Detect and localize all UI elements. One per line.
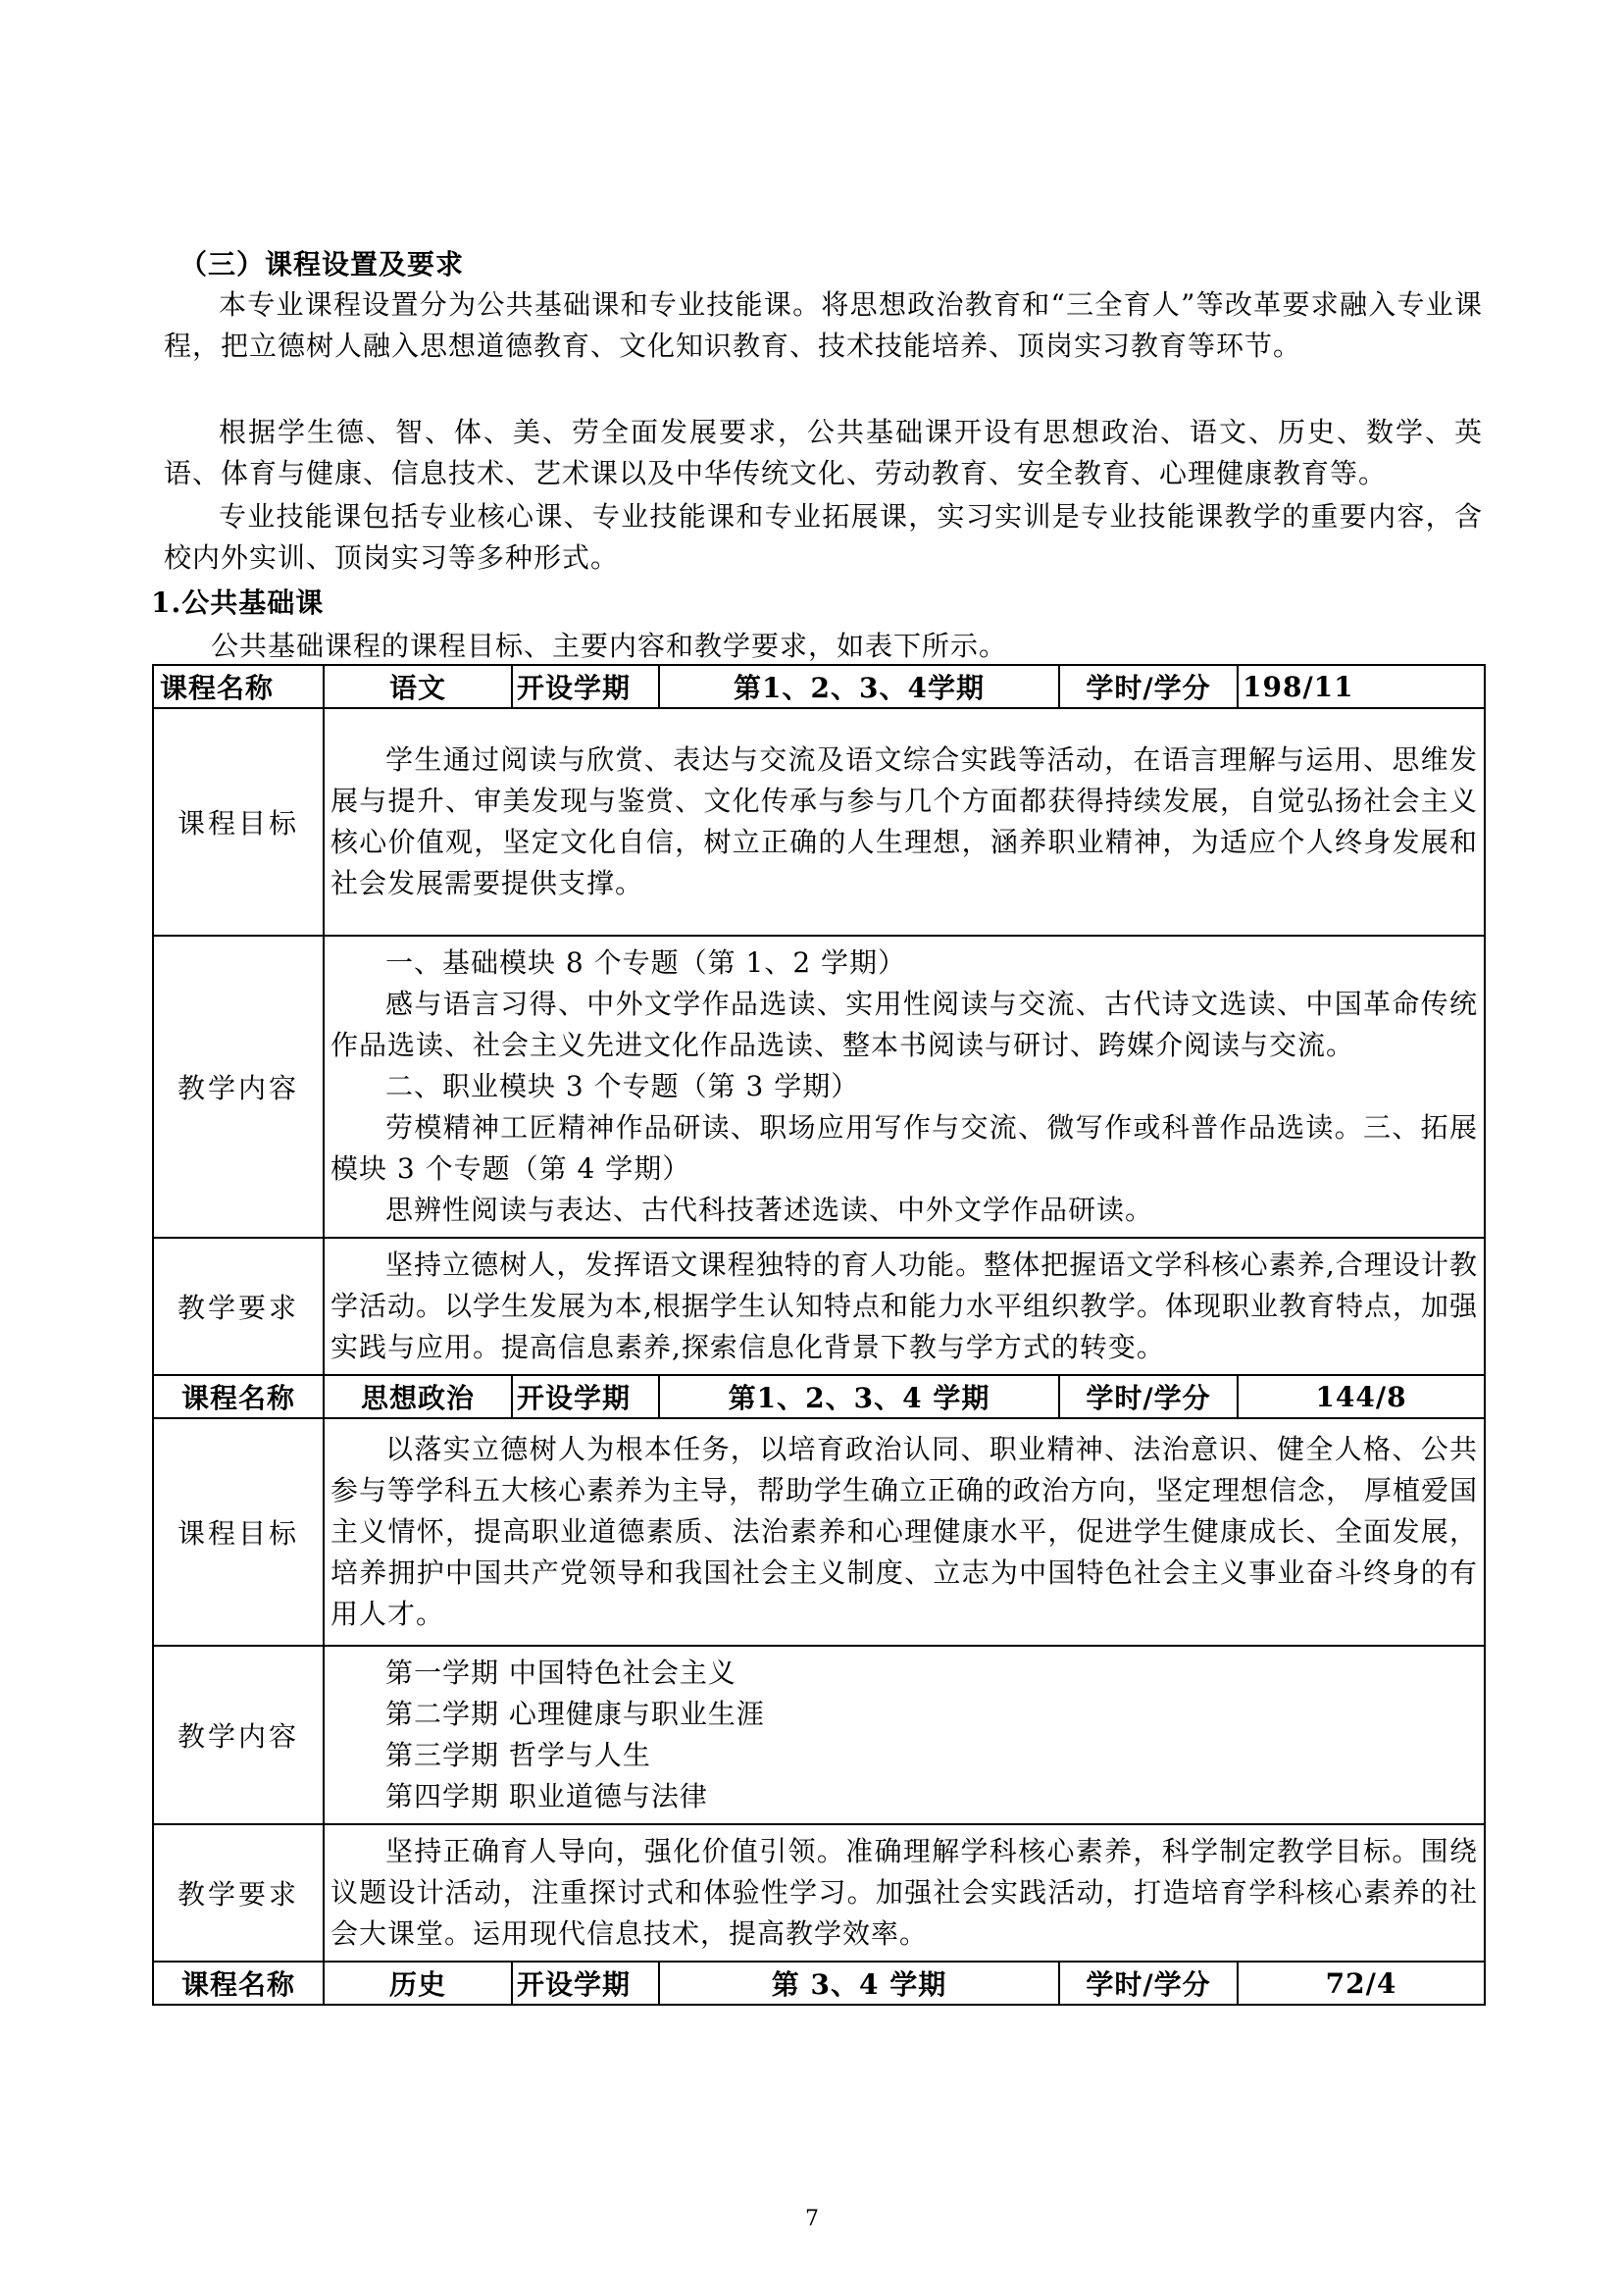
course-name: 语文 (324, 665, 512, 708)
semester-value: 第1、2、3、4 学期 (659, 1375, 1059, 1418)
goal-row (153, 1418, 1485, 1646)
content-line: 劳模精神工匠精神作品研读、职场应用写作与交流、微写作或科普作品选读。三、拓展模块 3 个专题（第 4 学期） (330, 1111, 1478, 1185)
hours-value: 198/11 (1238, 665, 1485, 708)
course-table (152, 664, 1486, 2006)
semester-label: 开设学期 (512, 665, 659, 708)
hours-label: 学时/学分 (1059, 1962, 1238, 2005)
semester-label: 开设学期 (512, 1962, 659, 2005)
content-line: 第三学期 哲学与人生 (385, 1739, 651, 1771)
course-name: 思想政治 (324, 1375, 512, 1418)
requirement-content (324, 1824, 1485, 1962)
goal-text: 以落实立德树人为根本任务，以培育政治认同、职业精神、法治意识、健全人格、公共参与等学科五大核心素养为主导，帮助学生确立正确的政治方向，坚定理想信念， 厚植爱国主义情怀，提高职业道德素质、法治素养和心理健康水平，促进学生健康成长、全面发展，培养拥护中国共产党领导和我国社会主义制度、立志为中国特色社会主义事业奋斗终身的有用人才。 (330, 1433, 1478, 1630)
content-cell (324, 1646, 1485, 1824)
course-name-label: 课程名称 (153, 1375, 324, 1418)
requirement-content (324, 1238, 1485, 1375)
content-row (153, 1646, 1485, 1824)
content-line: 第二学期 心理健康与职业生涯 (385, 1698, 765, 1730)
course-name: 历史 (324, 1962, 512, 2005)
goal-label: 课程目标 (153, 1418, 324, 1646)
content-cell (324, 936, 1485, 1238)
course-header-row (153, 1375, 1485, 1418)
requirement-row (153, 1238, 1485, 1375)
content-line: 一、基础模块 8 个专题（第 1、2 学期） (385, 946, 907, 979)
goal-label: 课程目标 (153, 708, 324, 936)
paragraph-public-courses: 根据学生德、智、体、美、劳全面发展要求，公共基础课开设有思想政治、语文、历史、数学、英语、体育与健康、信息技术、艺术课以及中华传统文化、劳动教育、安全教育、心理健康教育等。 (164, 416, 1483, 489)
content-line: 思辨性阅读与表达、古代科技著述选读、中外文学作品研读。 (385, 1194, 1154, 1226)
section-heading: （三）课程设置及要求 (179, 248, 465, 280)
goal-content (324, 708, 1485, 936)
hours-value: 144/8 (1238, 1375, 1485, 1418)
requirement-text: 坚持立德树人，发挥语文课程独特的育人功能。整体把握语文学科核心素养,合理设计教学活动。以学生发展为本,根据学生认知特点和能力水平组织教学。体现职业教育特点，加强实践与应用。提高信息素养,探索信息化背景下教与学方式的转变。 (330, 1249, 1478, 1363)
semester-label: 开设学期 (512, 1375, 659, 1418)
content-label: 教学内容 (153, 936, 324, 1238)
content-line: 第四学期 职业道德与法律 (385, 1780, 708, 1812)
semester-value: 第1、2、3、4学期 (659, 665, 1059, 708)
subsection-heading: 1.公共基础课 (151, 586, 325, 619)
requirement-text: 坚持正确育人导向，强化价值引领。准确理解学科核心素养，科学制定教学目标。围绕议题设计活动，注重探讨式和体验性学习。加强社会实践活动，打造培育学科核心素养的社会大课堂。运用现代信息技术，提高教学效率。 (330, 1835, 1478, 1950)
goal-content (324, 1418, 1485, 1646)
requirement-label: 教学要求 (153, 1238, 324, 1375)
course-header-row (153, 665, 1485, 708)
paragraph-course-structure: 本专业课程设置分为公共基础课和专业技能课。将思想政治教育和“三全育人”等改革要求融入专业课程，把立德树人融入思想道德教育、文化知识教育、技术技能培养、顶岗实习教育等环节。 (164, 288, 1483, 362)
paragraph-skill-courses: 专业技能课包括专业核心课、专业技能课和专业拓展课，实习实训是专业技能课教学的重要内容，含校内外实训、顶岗实习等多种形式。 (164, 500, 1483, 574)
content-row (153, 936, 1485, 1238)
goal-row (153, 708, 1485, 936)
course-name-label: 课程名称 (153, 665, 324, 708)
hours-label: 学时/学分 (1059, 665, 1238, 708)
requirement-row (153, 1824, 1485, 1962)
hours-value: 72/4 (1238, 1962, 1485, 2005)
course-name-label: 课程名称 (153, 1962, 324, 2005)
hours-label: 学时/学分 (1059, 1375, 1238, 1418)
content-label: 教学内容 (153, 1646, 324, 1824)
goal-text: 学生通过阅读与欣赏、表达与交流及语文综合实践等活动，在语言理解与运用、思维发展与提升、审美发现与鉴赏、文化传承与参与几个方面都获得持续发展，自觉弘扬社会主义核心价值观，坚定文化自信，树立正确的人生理想，涵养职业精神，为适应个人终身发展和社会发展需要提供支撑。 (330, 743, 1478, 899)
content-line: 二、职业模块 3 个专题（第 3 学期） (385, 1070, 860, 1102)
content-line: 感与语言习得、中外文学作品选读、实用性阅读与交流、古代诗文选读、中国革命传统作品选读、社会主义先进文化作品选读、整本书阅读与研讨、跨媒介阅读与交流。 (330, 988, 1478, 1061)
requirement-label: 教学要求 (153, 1824, 324, 1962)
content-line: 第一学期 中国特色社会主义 (385, 1657, 736, 1689)
semester-value: 第 3、4 学期 (659, 1962, 1059, 2005)
page-number: 7 (805, 2207, 819, 2231)
course-header-row (153, 1962, 1485, 2005)
table-intro: 公共基础课程的课程目标、主要内容和教学要求，如表下所示。 (211, 630, 1008, 662)
